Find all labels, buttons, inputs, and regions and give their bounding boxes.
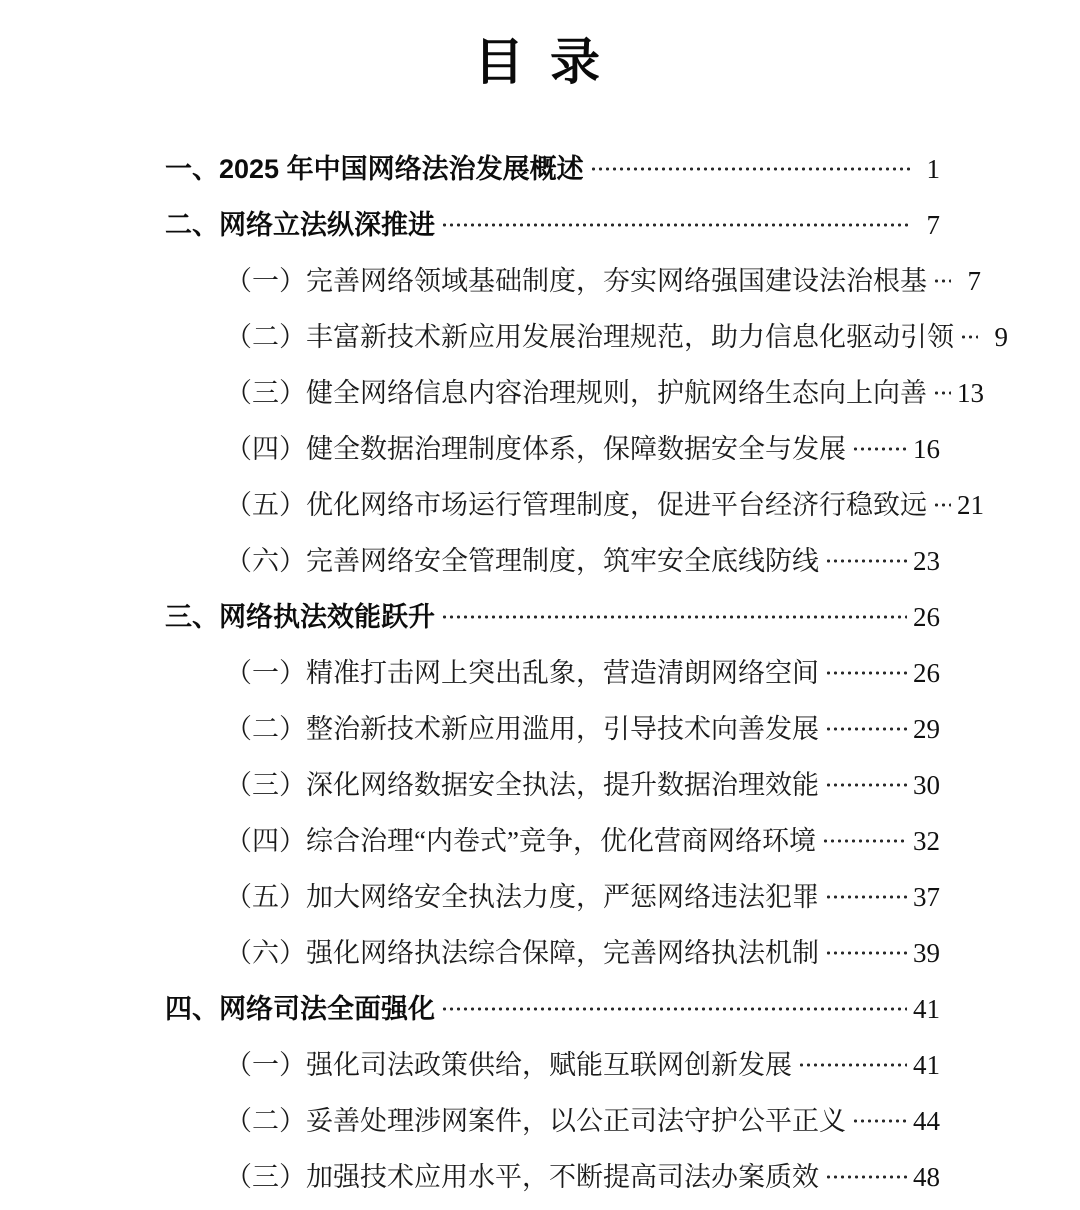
toc-entry-label: （五）加大网络安全执法力度，严惩网络违法犯罪 <box>225 882 819 912</box>
toc-entry-page-number: 48 <box>913 1162 940 1192</box>
toc-entry-page-number: 29 <box>913 714 940 744</box>
dotted-leader <box>590 162 910 178</box>
toc-entry <box>225 712 940 746</box>
toc-entry-label: 二、网络立法纵深推进 <box>165 210 435 240</box>
toc-entry <box>225 936 940 970</box>
toc-entry-page-number: 39 <box>913 938 940 968</box>
toc-entry <box>225 880 940 914</box>
toc-entry-page-number: 13 <box>957 378 984 408</box>
toc-entry-label: （一）完善网络领域基础制度，夯实网络强国建设法治根基 <box>225 266 927 296</box>
toc-entry-page-number: 7 <box>967 266 981 296</box>
toc-entry <box>225 432 940 466</box>
toc-entry <box>165 152 940 186</box>
toc-entry-page-number: 1 <box>926 154 940 184</box>
toc-entry <box>225 488 984 522</box>
toc-entry-page-number: 44 <box>913 1106 940 1136</box>
toc-entry <box>225 544 940 578</box>
toc-entry <box>225 824 940 858</box>
toc-entry-label: （六）完善网络安全管理制度，筑牢安全底线防线 <box>225 546 819 576</box>
dotted-leader <box>933 386 951 402</box>
toc-entry-label: （一）精准打击网上突出乱象，营造清朗网络空间 <box>225 658 819 688</box>
dotted-leader <box>933 498 951 514</box>
toc-entry-label: （四）综合治理“内卷式”竞争，优化营商网络环境 <box>225 826 816 856</box>
toc-entry-label: （二）妥善处理涉网案件，以公正司法守护公平正义 <box>225 1106 846 1136</box>
dotted-leader <box>798 1058 907 1074</box>
toc-entry <box>225 1104 940 1138</box>
toc-entry-page-number: 21 <box>957 490 984 520</box>
dotted-leader <box>441 218 910 234</box>
dotted-leader <box>825 666 907 682</box>
toc-entry-label: 一、2025 年中国网络法治发展概述 <box>165 154 584 184</box>
dotted-leader <box>825 890 907 906</box>
toc-entry-label: （一）强化司法政策供给，赋能互联网创新发展 <box>225 1050 792 1080</box>
toc-entry <box>165 208 940 242</box>
dotted-leader <box>825 554 907 570</box>
toc-entry-page-number: 41 <box>913 994 940 1024</box>
toc-entry-label: （三）健全网络信息内容治理规则，护航网络生态向上向善 <box>225 378 927 408</box>
dotted-leader <box>960 330 978 346</box>
toc-entry-label: 四、网络司法全面强化 <box>165 994 435 1024</box>
toc-entry-page-number: 23 <box>913 546 940 576</box>
toc-entry <box>225 1160 940 1194</box>
dotted-leader <box>933 274 951 290</box>
toc-entry <box>225 1048 940 1082</box>
dotted-leader <box>852 442 907 458</box>
page-title: 目 录 <box>474 34 606 90</box>
toc-entry-page-number: 41 <box>913 1050 940 1080</box>
toc-entry-page-number: 30 <box>913 770 940 800</box>
toc-entry <box>225 320 1008 354</box>
toc-entry-page-number: 26 <box>913 658 940 688</box>
dotted-leader <box>441 610 907 626</box>
toc-entry-label: （二）丰富新技术新应用发展治理规范，助力信息化驱动引领 <box>225 322 954 352</box>
toc-entry <box>225 768 940 802</box>
toc-entry-page-number: 9 <box>994 322 1008 352</box>
toc-entry-page-number: 16 <box>913 434 940 464</box>
toc-entry-label: 三、网络执法效能跃升 <box>165 602 435 632</box>
toc-entry <box>225 656 940 690</box>
dotted-leader <box>852 1114 907 1130</box>
toc-entry-label: （三）加强技术应用水平，不断提高司法办案质效 <box>225 1162 819 1192</box>
toc-entry <box>225 376 984 410</box>
dotted-leader <box>822 834 907 850</box>
dotted-leader <box>825 1170 907 1186</box>
toc-entry-label: （三）深化网络数据安全执法，提升数据治理效能 <box>225 770 819 800</box>
toc-entry <box>225 264 981 298</box>
table-of-contents <box>165 152 1008 1194</box>
toc-entry <box>165 992 940 1026</box>
toc-entry-label: （六）强化网络执法综合保障，完善网络执法机制 <box>225 938 819 968</box>
toc-entry-page-number: 37 <box>913 882 940 912</box>
toc-entry-page-number: 26 <box>913 602 940 632</box>
toc-entry-label: （二）整治新技术新应用滥用，引导技术向善发展 <box>225 714 819 744</box>
toc-entry-label: （五）优化网络市场运行管理制度，促进平台经济行稳致远 <box>225 490 927 520</box>
toc-entry-page-number: 32 <box>913 826 940 856</box>
dotted-leader <box>825 778 907 794</box>
toc-entry-label: （四）健全数据治理制度体系，保障数据安全与发展 <box>225 434 846 464</box>
dotted-leader <box>825 722 907 738</box>
toc-entry-page-number: 7 <box>926 210 940 240</box>
toc-entry <box>165 600 940 634</box>
dotted-leader <box>441 1002 907 1018</box>
dotted-leader <box>825 946 907 962</box>
